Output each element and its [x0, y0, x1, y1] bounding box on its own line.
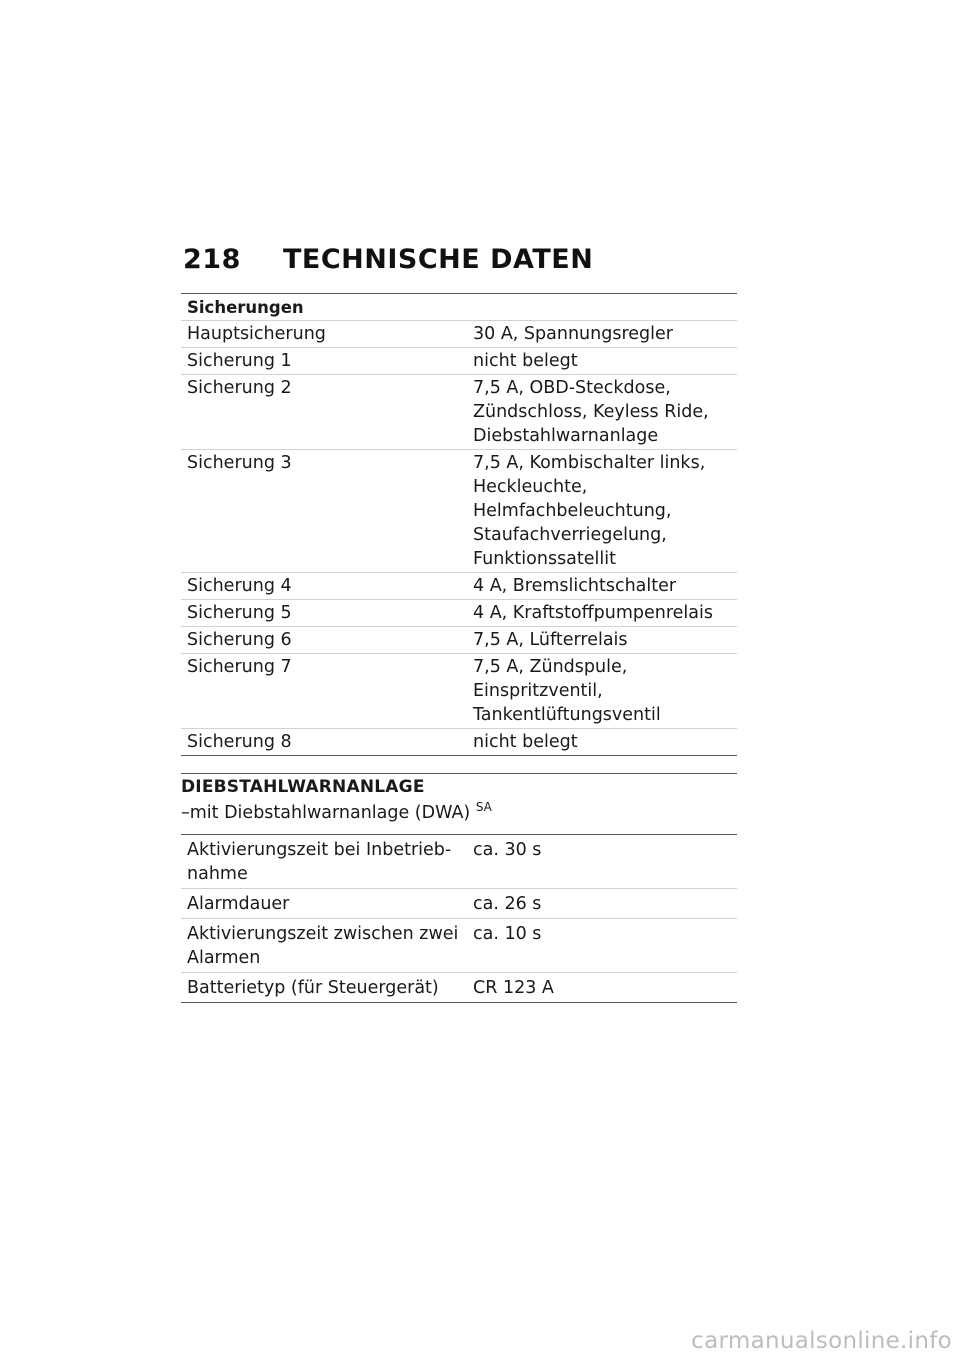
fuses-table-header [181, 294, 737, 321]
fuse-label: Sicherung 3 [181, 450, 467, 573]
table-row [181, 600, 737, 627]
fuse-value: 30 A, Spannungsregler [467, 321, 737, 348]
table-row [181, 375, 737, 450]
watermark-link[interactable]: carmanualsonline.info [691, 1328, 952, 1354]
table-row [181, 321, 737, 348]
table-row [181, 835, 737, 889]
alarm-table [181, 834, 737, 1003]
table-row [181, 729, 737, 756]
fuse-value: nicht belegt [467, 348, 737, 375]
page-header [183, 244, 593, 275]
alarm-value: ca. 26 s [467, 889, 737, 919]
chapter-title: TECHNISCHE DATEN [283, 244, 594, 275]
fuse-label: Sicherung 5 [181, 600, 467, 627]
page-content [181, 293, 737, 1003]
alarm-value: CR 123 A [467, 973, 737, 1003]
alarm-value: ca. 30 s [467, 835, 737, 889]
alarm-note-text: –mit Diebstahlwarnanlage (DWA) [181, 803, 471, 823]
table-row [181, 973, 737, 1003]
fuse-value: nicht belegt [467, 729, 737, 756]
fuse-label: Sicherung 6 [181, 627, 467, 654]
table-row [181, 654, 737, 729]
fuse-value: 7,5 A, Kombischalter links, Heckleuchte, Helmfachbeleuchtung, Staufachverriegelung, Funktionssatellit [467, 450, 737, 573]
table-row [181, 919, 737, 973]
special-equipment-marker: SA [475, 800, 492, 814]
table-row [181, 450, 737, 573]
fuse-value: 4 A, Bremslichtschalter [467, 573, 737, 600]
fuse-label: Sicherung 2 [181, 375, 467, 450]
fuse-label: Sicherung 1 [181, 348, 467, 375]
alarm-value: ca. 10 s [467, 919, 737, 973]
fuse-value: 7,5 A, Lüfterrelais [467, 627, 737, 654]
fuses-heading: Sicherungen [181, 294, 737, 321]
fuse-label: Hauptsicherung [181, 321, 467, 348]
fuse-label: Sicherung 7 [181, 654, 467, 729]
alarm-label: Alarmdauer [181, 889, 467, 919]
alarm-label: Aktivierungszeit zwischen zwei Alarmen [181, 919, 467, 973]
fuse-label: Sicherung 8 [181, 729, 467, 756]
fuses-table [181, 293, 737, 756]
fuse-value: 7,5 A, OBD-Steckdose, Zündschloss, Keyless Ride, Diebstahlwarnanlage [467, 375, 737, 450]
table-row [181, 348, 737, 375]
fuse-value: 4 A, Kraftstoffpumpenrelais [467, 600, 737, 627]
alarm-section-title: DIEBSTAHLWARNANLAGE [181, 773, 737, 797]
alarm-label: Aktivierungszeit bei Inbetriebnahme [181, 835, 467, 889]
fuse-value: 7,5 A, Zündspule, Einspritzventil, Tankentlüftungsventil [467, 654, 737, 729]
alarm-equipment-note [181, 797, 737, 834]
table-row [181, 627, 737, 654]
fuse-label: Sicherung 4 [181, 573, 467, 600]
table-row [181, 573, 737, 600]
page-number: 218 [183, 244, 241, 275]
table-row [181, 889, 737, 919]
alarm-label: Batterietyp (für Steuergerät) [181, 973, 467, 1003]
